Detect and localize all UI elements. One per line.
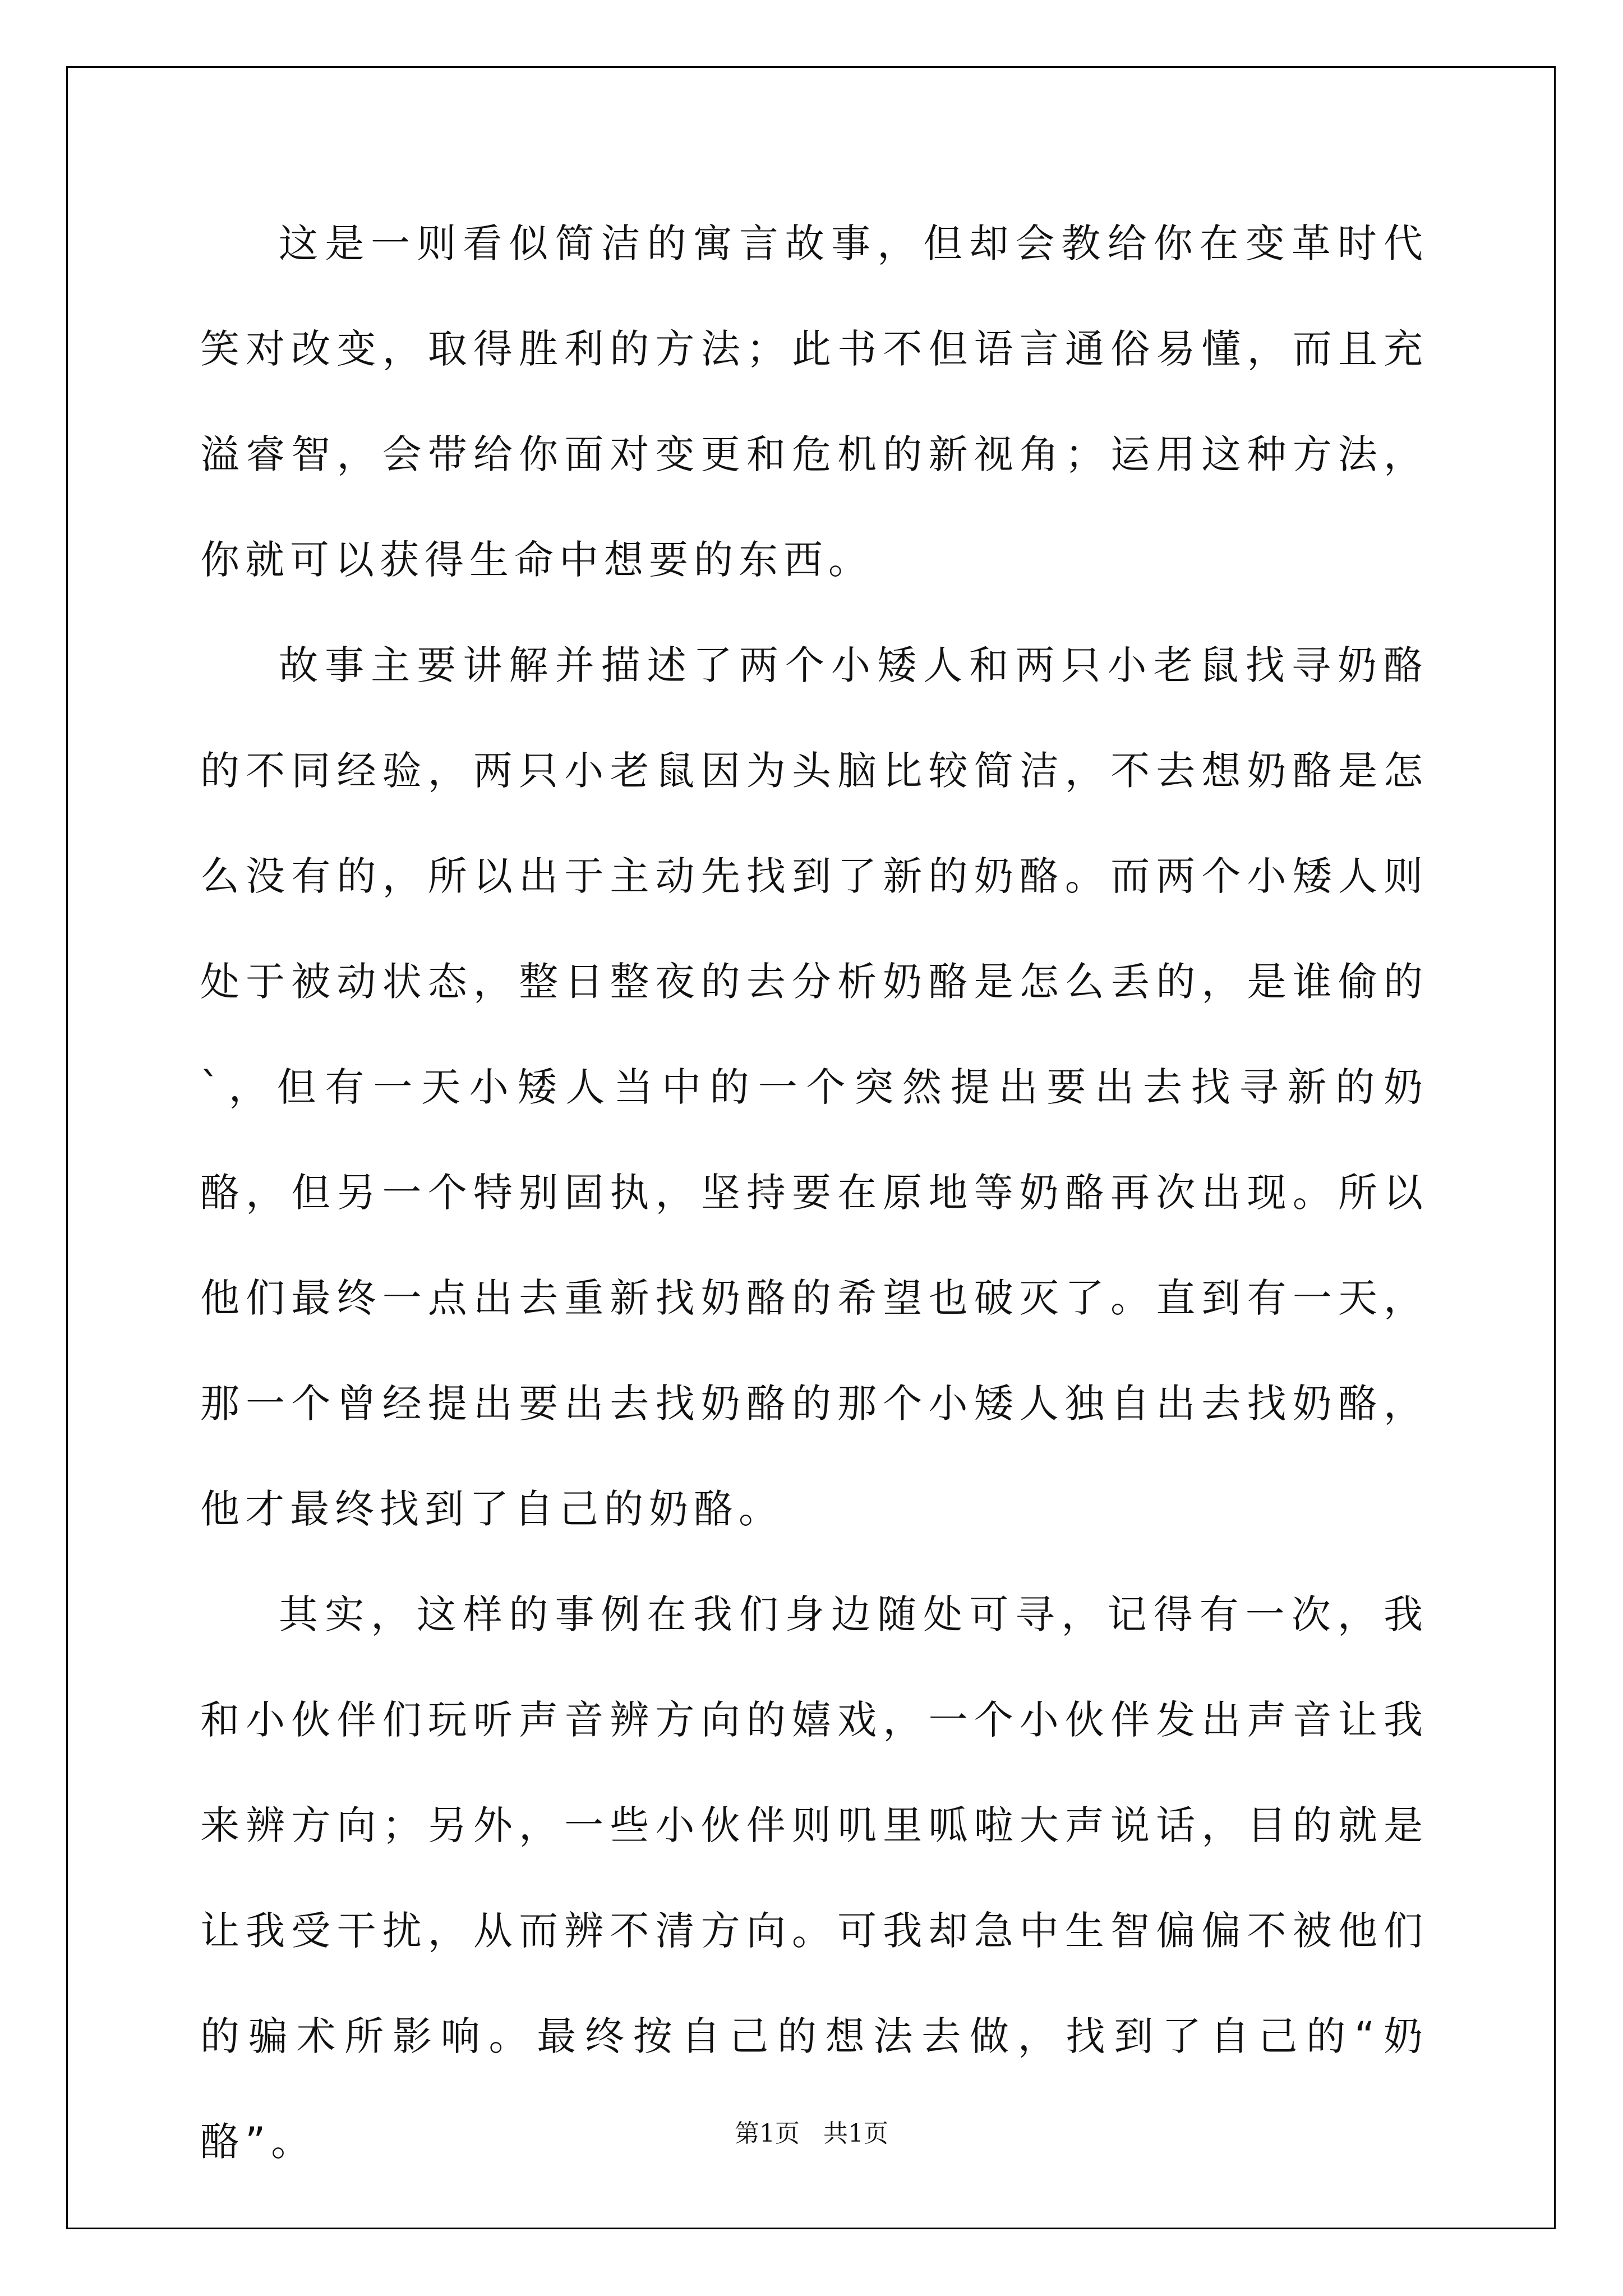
page-footer <box>0 2117 1623 2151</box>
document-body <box>200 191 1428 2194</box>
paragraph-3: 其实，这样的事例在我们身边随处可寻，记得有一次，我和小伙伴们玩听声音辨方向的嬉戏，一个小伙伴发出声音让我来辨方向；另外，一些小伙伴则叽里呱啦大声说话，目的就是让我受干扰，从而辨不清方向。可我却急中生智偏偏不被他们的骗术所影响。最终按自己的想法去做，找到了自己的“奶酪”。 <box>200 1591 1428 2165</box>
paragraph-2: 故事主要讲解并描述了两个小矮人和两只小老鼠找寻奶酪的不同经验，两只小老鼠因为头脑比较简洁，不去想奶酪是怎么没有的，所以出于主动先找到了新的奶酪。而两个小矮人则处于被动状态，整日整夜的去分析奶酪是怎么丢的，是谁偷的`，但有一天小矮人当中的一个突然提出要出去找寻新的奶酪，但另一个特别固执，坚持要在原地等奶酪再次出现。所以他们最终一点出去重新找奶酪的希望也破灭了。直到有一天，那一个曾经提出要出去找奶酪的那个小矮人独自出去找奶酪，他才最终找到了自己的奶酪。 <box>200 642 1428 1532</box>
page-number: 第1页 <box>735 2119 800 2148</box>
paragraph-1: 这是一则看似简洁的寓言故事，但却会教给你在变革时代笑对改变，取得胜利的方法；此书不但语言通俗易懂，而且充溢睿智，会带给你面对变更和危机的新视角；运用这种方法，你就可以获得生命中想要的东西。 <box>200 220 1428 583</box>
page-total: 共1页 <box>823 2119 888 2148</box>
